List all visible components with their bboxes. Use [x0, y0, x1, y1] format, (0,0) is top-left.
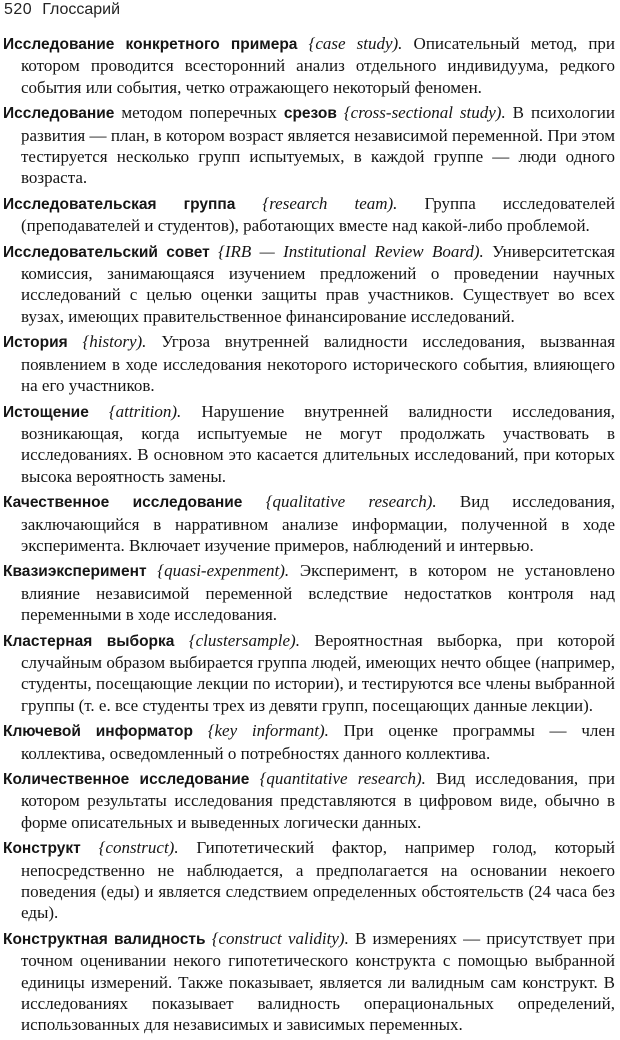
entry-term: Исследование конкретного примера	[3, 36, 298, 53]
entry-english-term: {IRB — Institutional Review Board).	[218, 241, 484, 261]
entry-english-term: {quantitative research).	[259, 769, 426, 788]
running-head	[4, 1, 120, 23]
entry-definition: Нарушение внутренней валидности исследования, возникающая, когда испытуемые не могут продолжать участвовать в исследованиях. В основном это касается длительных исследований, при которых высока вероятность замены.	[21, 401, 616, 486]
glossary-entry-history	[3, 331, 615, 396]
entry-term: Количественное исследование	[3, 771, 250, 788]
entry-definition: В измерениях — присутствует при точном оценивании некого гипотетического конструкта с помощью выбранной единицы измерений. Также показывает, является ли валидным сам конструкт. В исследованиях показывает валидность операциональных определений, использованных для независимых и зависимых переменных.	[21, 928, 616, 1035]
entry-term: Конструктная валидность	[3, 930, 206, 948]
entry-definition: Вероятностная выборка, при которой случайным образом выбирается группа людей, имеющих нечто общее (например, студенты, посещающие лекции по истории), и тестируются все члены выбранной группы (т. е. все студенты трех из девяти групп, посещающих данные лекции).	[21, 630, 616, 715]
entry-term-tail: срезов	[283, 105, 337, 123]
entry-term: Качественное исследование	[3, 494, 243, 512]
entry-english-term: {quasi-expenment).	[157, 561, 290, 581]
entry-term-middle: методом поперечных	[121, 103, 277, 123]
entry-definition: Гипотетический фактор, например голод, который непосредственно не наблюдается, а предполагается на основании некоего поведения (еды) и является следствием определенных обстоятельств (24 часа без еды).	[21, 838, 616, 923]
glossary-entry-construct-validity	[3, 928, 615, 1036]
entry-definition: Эксперимент, в котором не установлено влияние независимой переменной вследствие недостатков контроля над переменными в ходе исследования.	[21, 561, 615, 625]
entry-definition: Университетская комиссия, занимающаяся изучением предложений о проведении научных исследований с целью оценки защиты прав участников. Существует во всех вузах, имеющих правительственное финансирование исследований.	[21, 241, 615, 326]
glossary-entry-construct	[3, 837, 615, 924]
entry-definition: Вид исследования, при котором результаты исследования представляются в цифровом виде, обычно в форме описательных и выведенных логически данных.	[21, 769, 616, 832]
entry-term: Исследовательская группа	[3, 195, 236, 213]
entry-term: Исследовательский совет	[3, 243, 210, 261]
entry-term: Истощение	[3, 403, 89, 421]
entry-english-term: {construct).	[98, 838, 179, 858]
entry-term: Квазиэксперимент	[3, 563, 147, 581]
glossary-entry-case-study	[3, 33, 615, 98]
entry-english-term: {cross-sectional study).	[343, 103, 506, 123]
entry-definition: Описательный метод, при котором проводится всесторонний анализ отдельного индивидуума, редкого события или события, четко отражающего некоторый феномен.	[21, 34, 616, 97]
glossary-entry-quasi-experiment	[3, 560, 615, 625]
glossary-entry-quantitative-research	[3, 768, 615, 833]
entry-term: Исследование	[3, 105, 115, 123]
glossary-entries	[3, 33, 615, 1040]
glossary-entry-qualitative-research	[3, 491, 615, 556]
entry-english-term: {clustersample).	[188, 630, 300, 650]
glossary-entry-cluster-sample	[3, 630, 615, 717]
entry-english-term: {attrition).	[108, 401, 182, 421]
entry-definition: В психологии развития — план, в котором возраст является независимой переменной. При этом тестируется несколько групп испытуемых, в каждой группе — люди одного возраста.	[21, 103, 615, 188]
entry-term: История	[3, 334, 68, 352]
glossary-entry-key-informant	[3, 720, 615, 764]
entry-term: Конструкт	[3, 840, 81, 858]
entry-definition: Вид исследования, заключающийся в нарративном анализе информации, полученной в ходе эксперимента. Включает изучение примеров, наблюдений и интервью.	[21, 492, 616, 555]
section-title: Глоссарий	[42, 1, 121, 18]
entry-english-term: {key informant).	[207, 721, 329, 741]
entry-english-term: {history).	[82, 332, 147, 352]
glossary-entry-research-team	[3, 193, 615, 237]
page-number: 520	[4, 1, 33, 18]
entry-term: Ключевой информатор	[3, 723, 193, 741]
glossary-entry-irb	[3, 241, 615, 328]
glossary-entry-attrition	[3, 401, 615, 488]
entry-english-term: {construct validity).	[211, 928, 349, 948]
entry-english-term: {case study).	[308, 34, 403, 53]
entry-definition: Угроза внутренней валидности исследования, вызванная появлением в ходе исследования некоторого исторического события, влияющего на его участников.	[21, 332, 616, 396]
glossary-entry-cross-sectional	[3, 102, 615, 189]
entry-term: Кластерная выборка	[3, 632, 175, 650]
entry-definition: При оценке программы — член коллектива, осведомленный о потребностях данного коллектива.	[21, 721, 615, 763]
entry-english-term: {qualitative research).	[265, 492, 437, 512]
entry-english-term: {research team).	[262, 193, 398, 213]
entry-definition: Группа исследователей (преподавателей и студентов), работающих вместе над какой-либо проблемой.	[21, 193, 615, 236]
